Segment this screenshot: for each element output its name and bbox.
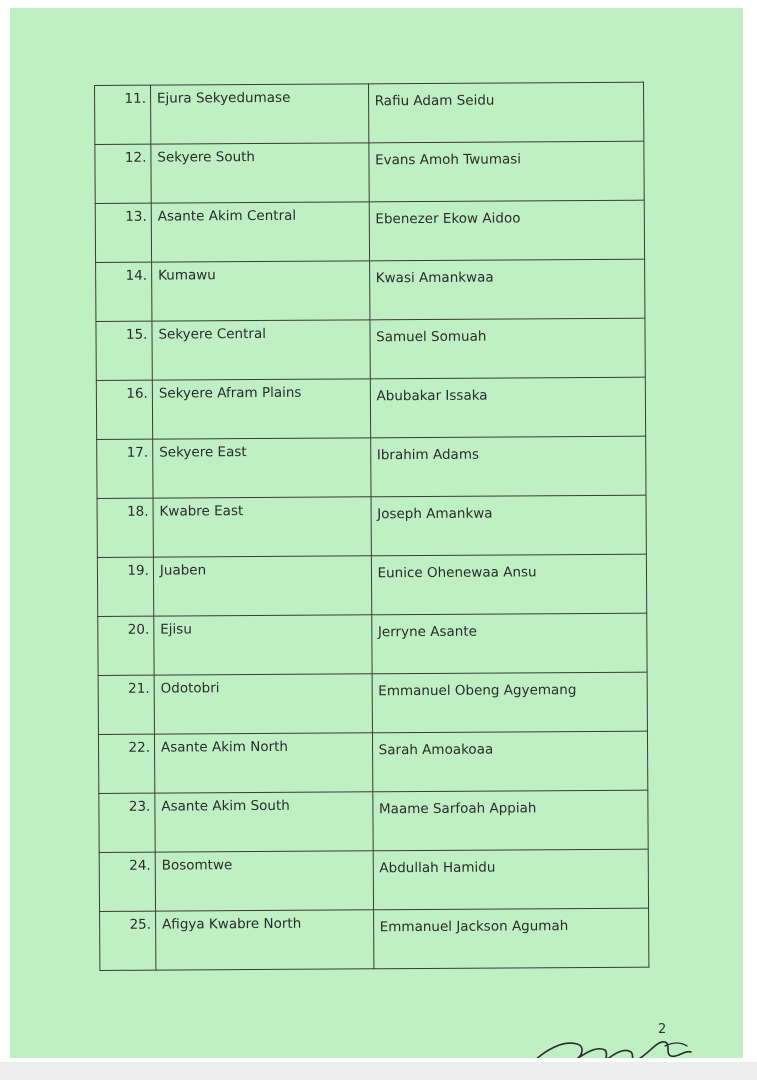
table-row <box>96 318 645 380</box>
appointee-name: Joseph Amankwa <box>371 495 647 556</box>
appointee-name: Emmanuel Jackson Agumah <box>373 908 649 969</box>
appointee-name: Ebenezer Ekow Aidoo <box>369 200 645 261</box>
table-row <box>97 554 646 616</box>
appointee-name: Kwasi Amankwaa <box>369 259 645 320</box>
table-row <box>99 849 648 911</box>
table-row <box>97 436 646 498</box>
appointee-name: Ibrahim Adams <box>370 436 646 497</box>
row-number: 20. <box>98 616 154 675</box>
row-number: 18. <box>97 498 153 557</box>
district-name: Juaben <box>153 556 371 616</box>
appointee-name: Maame Sarfoah Appiah <box>372 790 648 851</box>
appointee-name: Emmanuel Obeng Agyemang <box>372 672 648 733</box>
row-number: 19. <box>97 557 153 616</box>
table-row <box>98 672 647 734</box>
district-name: Afigya Kwabre North <box>155 910 373 970</box>
table-row <box>97 495 646 557</box>
row-number: 13. <box>95 203 151 262</box>
district-name: Bosomtwe <box>155 851 373 911</box>
table-row <box>95 82 644 144</box>
row-number: 22. <box>98 734 154 793</box>
row-number: 15. <box>96 321 152 380</box>
appointees-table <box>94 82 649 971</box>
row-number: 12. <box>95 144 151 203</box>
district-name: Kwabre East <box>153 497 371 557</box>
row-number: 11. <box>95 85 151 144</box>
table-row <box>98 731 647 793</box>
table-body <box>95 82 649 970</box>
appointee-name: Samuel Somuah <box>370 318 646 379</box>
table-row <box>99 790 648 852</box>
district-name: Sekyere Afram Plains <box>152 379 370 439</box>
appointee-name: Sarah Amoakoaa <box>372 731 648 792</box>
district-name: Sekyere East <box>153 438 371 498</box>
district-name: Asante Akim Central <box>151 202 369 262</box>
table-row <box>95 200 644 262</box>
table-row <box>98 613 647 675</box>
district-name: Odotobri <box>154 674 372 734</box>
district-name: Sekyere Central <box>152 320 370 380</box>
appointee-name: Rafiu Adam Seidu <box>368 82 644 143</box>
table-row <box>96 259 645 321</box>
district-name: Asante Akim North <box>154 733 372 793</box>
district-name: Asante Akim South <box>155 792 373 852</box>
table-row <box>100 908 649 970</box>
row-number: 16. <box>96 380 152 439</box>
signature-mark <box>525 1032 700 1058</box>
district-name: Ejisu <box>154 615 372 675</box>
page-number: 2 <box>658 1022 667 1037</box>
appointee-name: Evans Amoh Twumasi <box>368 141 644 202</box>
row-number: 17. <box>97 439 153 498</box>
district-name: Ejura Sekyedumase <box>150 84 368 144</box>
row-number: 21. <box>98 675 154 734</box>
row-number: 25. <box>100 911 156 970</box>
district-name: Sekyere South <box>151 143 369 203</box>
row-number: 24. <box>99 852 155 911</box>
district-name: Kumawu <box>152 261 370 321</box>
table-row <box>95 141 644 203</box>
row-number: 14. <box>96 262 152 321</box>
table-row <box>96 377 645 439</box>
bottom-strip <box>0 1062 757 1080</box>
appointee-name: Abdullah Hamidu <box>373 849 649 910</box>
document-page <box>10 8 743 1058</box>
appointee-name: Abubakar Issaka <box>370 377 646 438</box>
appointee-name: Eunice Ohenewaa Ansu <box>371 554 647 615</box>
appointee-name: Jerryne Asante <box>371 613 647 674</box>
row-number: 23. <box>99 793 155 852</box>
